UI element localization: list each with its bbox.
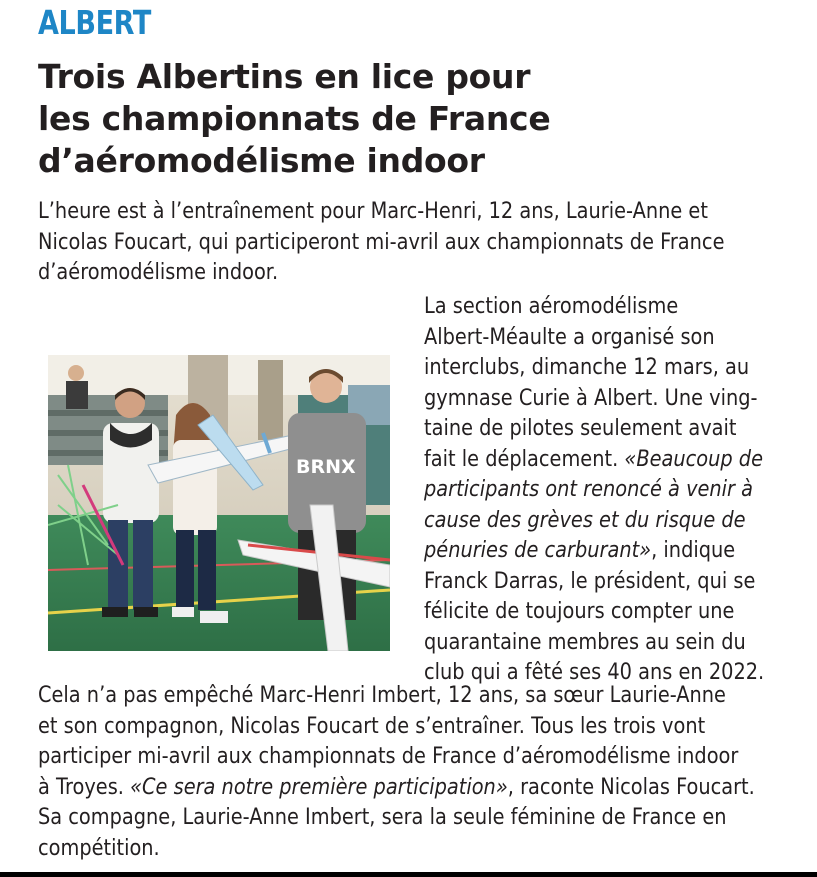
lead-line: L’heure est à l’entraînement pour Marc-Henri, 12 ans, Laurie-Anne et	[38, 198, 708, 224]
body-line	[424, 444, 761, 475]
lead-paragraph	[38, 196, 798, 288]
quote-text: pénuries de carburant»	[424, 537, 652, 563]
body-line	[424, 535, 761, 566]
line-text: La section aéromodélisme	[424, 293, 679, 319]
body-line	[38, 833, 709, 864]
line-text: Franck Darras, le président, qui se	[424, 567, 756, 594]
headline-line: les championnats de France	[38, 99, 551, 138]
headline-line: Trois Albertins en lice pour	[38, 57, 531, 96]
line-text: quarantaine membres au sein du	[424, 628, 746, 655]
body-line	[38, 680, 726, 711]
body-line	[424, 322, 761, 353]
line-text: club qui a fêté ses 40 ans en 2022.	[424, 659, 765, 685]
article-photo	[48, 355, 390, 651]
shirt-print: BRNX	[296, 456, 356, 478]
body-line	[38, 741, 739, 772]
body-line	[424, 627, 761, 658]
line-text: félicite de toujours compter une	[424, 598, 735, 624]
line-text: interclubs, dimanche 12 mars, au	[424, 354, 750, 380]
bottom-rule	[0, 872, 817, 877]
line-text: , raconte Nicolas Foucart.	[507, 773, 755, 800]
line-text: taine de pilotes seulement avait	[424, 415, 737, 441]
line-text: participer mi-avril aux championnats de France d’aéromodélisme indoor	[38, 743, 739, 769]
line-text: Albert-Méaulte a organisé son	[424, 323, 715, 350]
body-line	[38, 802, 727, 833]
headline	[38, 56, 798, 182]
line-text: , indique	[651, 537, 736, 563]
body-line	[424, 505, 761, 536]
line-text: Sa compagne, Laurie-Anne Imbert, sera la seule féminine de France en	[38, 804, 727, 830]
line-text: Cela n’a pas empêché Marc-Henri Imbert, 12 ans, sa sœur Laurie-Anne	[38, 682, 726, 708]
photo-three-pilots-with-model-planes	[48, 355, 390, 651]
line-text: gymnase Curie à Albert. Une ving-	[424, 384, 758, 411]
line-text: fait le déplacement.	[424, 445, 625, 472]
body-line	[424, 566, 761, 597]
headline-line: d’aéromodélisme indoor	[38, 141, 485, 180]
line-text: et son compagnon, Nicolas Foucart de s’entraîner. Tous les trois vont	[38, 712, 706, 739]
lead-line: Nicolas Foucart, qui participeront mi-avril aux championnats de France	[38, 228, 725, 255]
quote-text: participants ont renoncé à venir à	[424, 476, 754, 502]
body-line	[424, 474, 761, 505]
body-line	[424, 413, 761, 444]
body-line	[38, 711, 709, 742]
body-paragraph-2	[38, 680, 817, 863]
line-text: à Troyes.	[38, 773, 131, 800]
body-line	[424, 291, 761, 322]
body-line	[424, 596, 761, 627]
section-kicker: ALBERT	[38, 3, 151, 42]
body-line	[38, 772, 755, 803]
body-line	[424, 383, 761, 414]
body-line	[424, 352, 761, 383]
lead-line: d’aéromodélisme indoor.	[38, 259, 279, 285]
quote-text: «Ce sera notre première participation»	[130, 773, 508, 800]
quote-text: cause des grèves et du risque de	[424, 506, 746, 533]
body-paragraph-1	[424, 291, 816, 688]
quote-text: «Beaucoup de	[624, 445, 763, 472]
line-text: compétition.	[38, 834, 160, 861]
